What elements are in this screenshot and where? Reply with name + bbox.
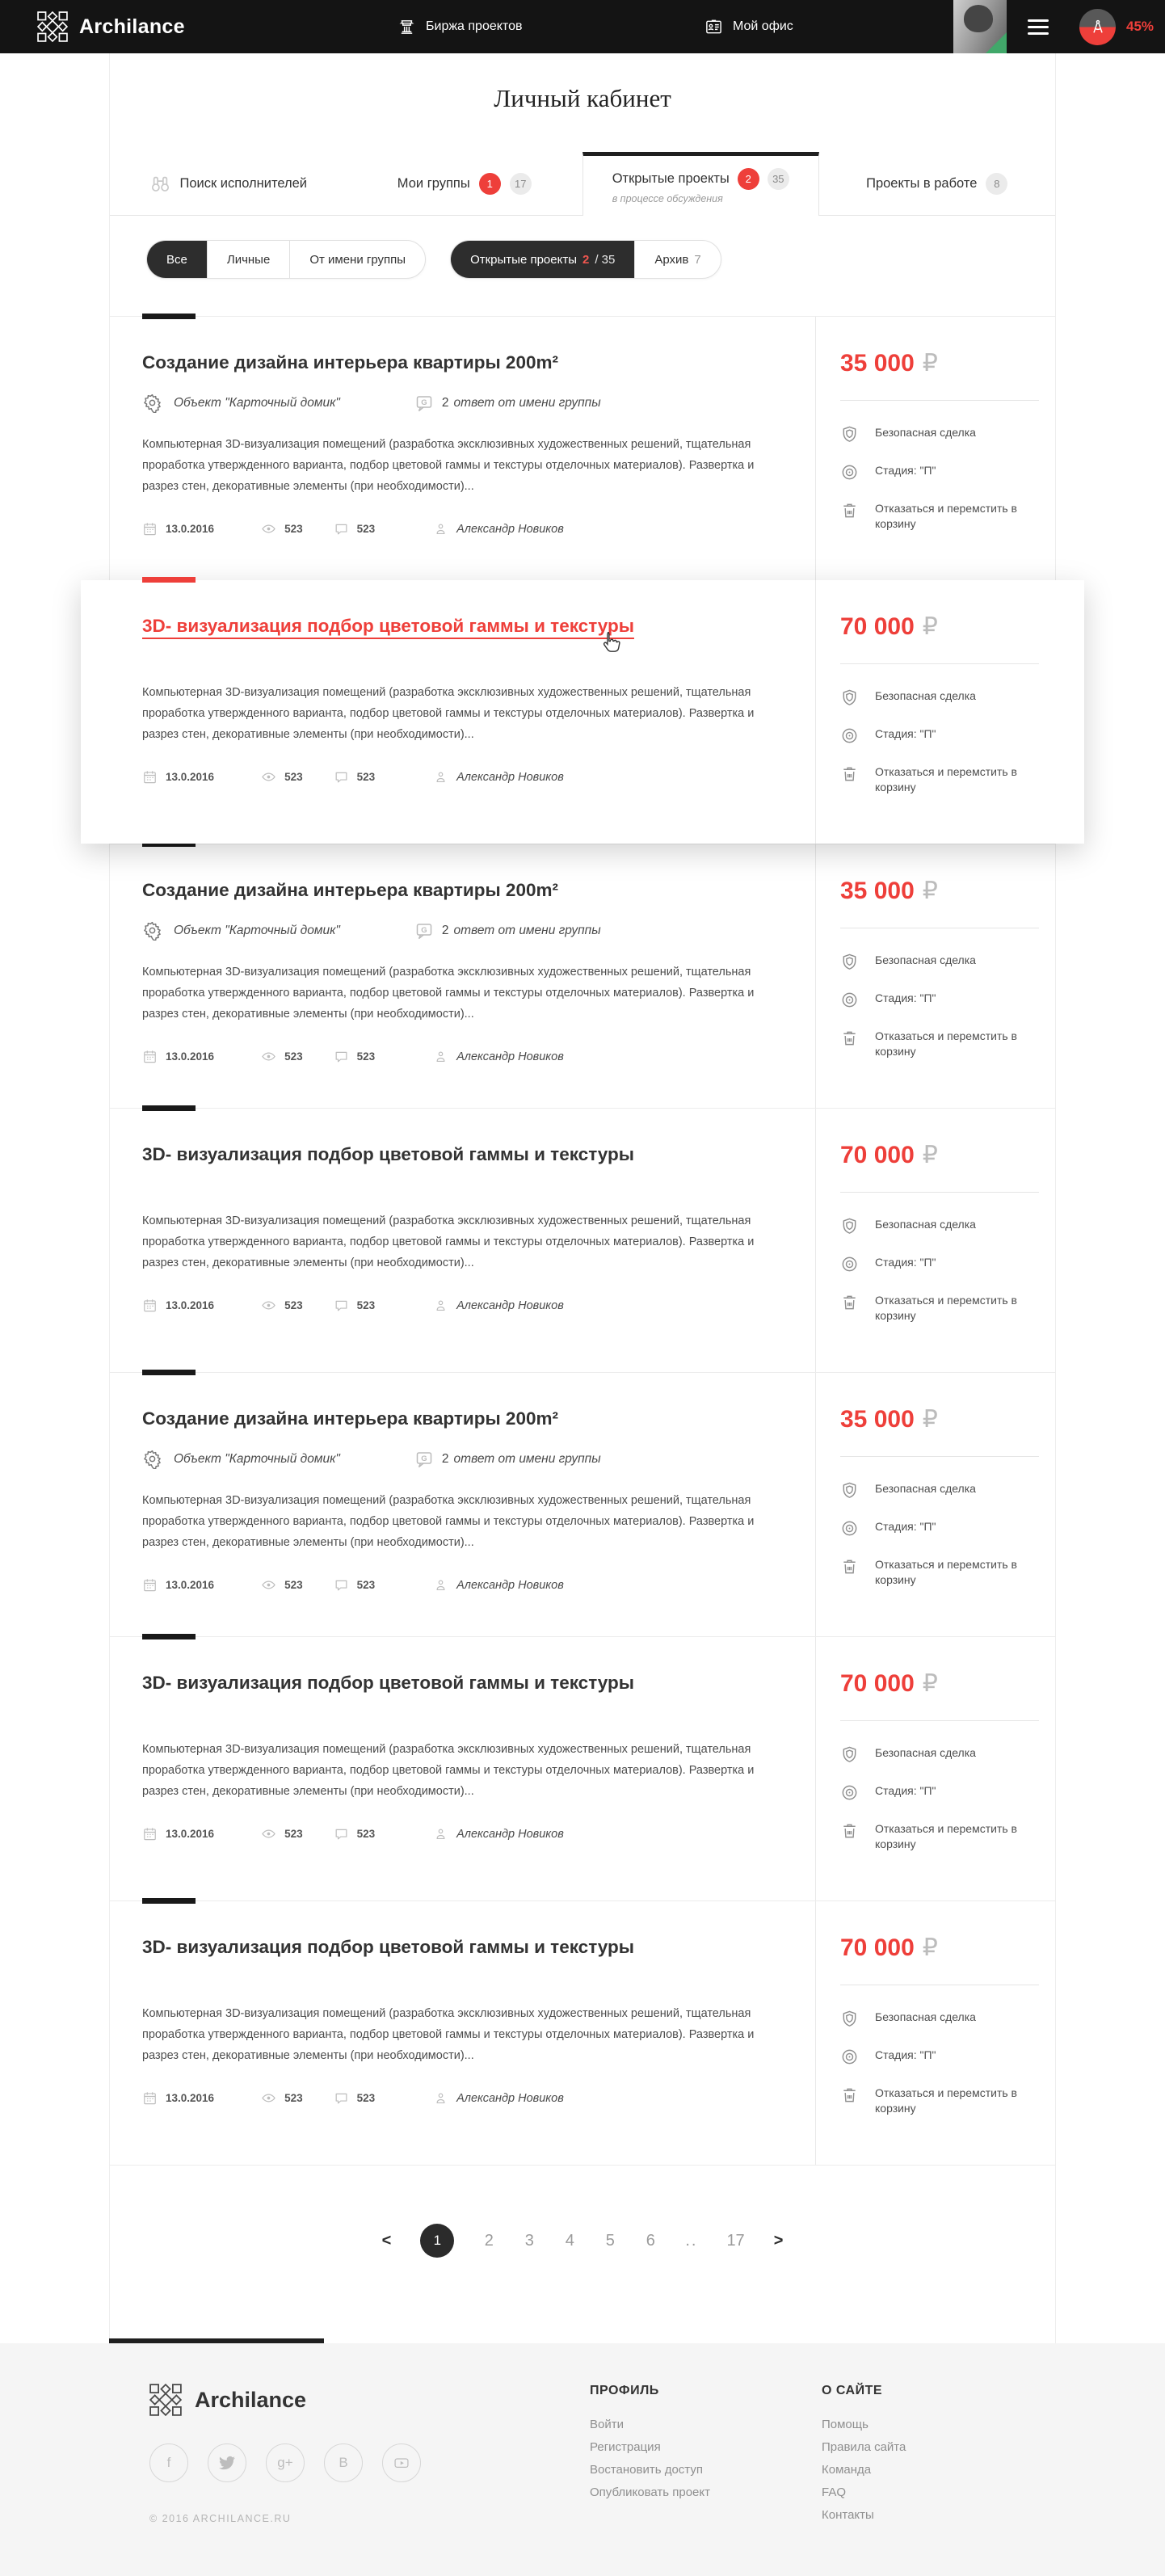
stage-action[interactable] bbox=[840, 463, 1039, 482]
target-icon bbox=[840, 726, 859, 745]
discard-to-trash-action[interactable] bbox=[840, 1029, 1039, 1059]
project-card[interactable] bbox=[110, 844, 1055, 1108]
safe-deal-label: Безопасная сделка bbox=[875, 1482, 976, 1495]
footer-column-title: О САЙТЕ bbox=[822, 2384, 883, 2397]
stage-action[interactable] bbox=[840, 2048, 1039, 2066]
project-price bbox=[840, 349, 1039, 377]
gear-icon bbox=[142, 1449, 162, 1469]
open-count: 2 bbox=[582, 252, 590, 267]
eye-icon bbox=[261, 1826, 276, 1842]
comment-icon bbox=[334, 1049, 349, 1064]
footer-link-faq[interactable]: FAQ bbox=[822, 2486, 847, 2499]
project-author[interactable]: Александр Новиков bbox=[456, 1578, 564, 1592]
tab-label: Поиск исполнителей bbox=[179, 175, 307, 191]
project-card[interactable] bbox=[110, 1636, 1055, 1900]
filter-archive-button[interactable] bbox=[634, 241, 720, 278]
svg-text:G: G bbox=[421, 1454, 427, 1463]
archilance-logo-icon bbox=[37, 11, 68, 42]
eye-icon bbox=[261, 1577, 276, 1593]
project-title-link[interactable]: 3D- визуализация подбор цветовой гаммы и текстуры bbox=[142, 616, 634, 636]
filter-personal-button[interactable]: Личные bbox=[207, 241, 289, 278]
safe-deal-action[interactable] bbox=[840, 1481, 1039, 1500]
tab-open-projects[interactable] bbox=[582, 152, 819, 216]
drafting-compass-icon bbox=[1089, 19, 1107, 36]
comments-count: 523 bbox=[356, 1050, 376, 1063]
user-avatar[interactable] bbox=[953, 0, 1007, 53]
group-replies-count: 2 bbox=[441, 1451, 449, 1466]
target-icon bbox=[840, 991, 859, 1009]
brand-name: Archilance bbox=[79, 15, 185, 38]
id-card-icon bbox=[704, 18, 723, 36]
project-list bbox=[110, 316, 1055, 2166]
stage-action[interactable] bbox=[840, 726, 1039, 745]
footer-column-about bbox=[822, 2384, 1054, 2576]
discard-to-trash-action[interactable] bbox=[840, 1293, 1039, 1324]
card-accent-dash bbox=[142, 1634, 196, 1639]
comment-icon bbox=[334, 769, 349, 785]
footer-link-login[interactable]: Войти bbox=[590, 2418, 624, 2431]
footer-link-rules[interactable]: Правила сайта bbox=[822, 2440, 906, 2454]
discard-label: Отказаться и перемстить в корзину bbox=[875, 1294, 1017, 1322]
person-icon bbox=[433, 521, 448, 537]
card-accent-dash bbox=[142, 1105, 196, 1111]
project-side-panel bbox=[815, 580, 1084, 844]
trash-icon bbox=[840, 1821, 859, 1840]
project-price bbox=[840, 1405, 1039, 1433]
page-number[interactable]: 6 bbox=[646, 2231, 655, 2250]
price-amount: 35 000 bbox=[840, 1406, 915, 1433]
behance-icon[interactable]: B bbox=[324, 2443, 363, 2482]
group-bubble-icon bbox=[414, 1450, 434, 1469]
ruble-sign: ₽ bbox=[922, 878, 938, 904]
project-card[interactable] bbox=[81, 580, 1084, 844]
page-number[interactable]: 4 bbox=[565, 2231, 574, 2250]
project-object-label: Объект "Карточный домик" bbox=[174, 395, 340, 410]
stage-action[interactable] bbox=[840, 1255, 1039, 1273]
group-reply-indicator bbox=[414, 1450, 442, 1469]
safe-deal-action[interactable] bbox=[840, 688, 1039, 707]
project-card[interactable] bbox=[110, 316, 1055, 580]
group-replies-label: ответ от имени группы bbox=[453, 395, 601, 410]
calendar-icon bbox=[142, 1826, 158, 1842]
discard-label: Отказаться и перемстить в корзину bbox=[875, 1558, 1017, 1586]
brand-logo[interactable] bbox=[37, 0, 185, 53]
group-replies-label: ответ от имени группы bbox=[453, 923, 601, 937]
safe-deal-label: Безопасная сделка bbox=[875, 1746, 976, 1759]
target-icon bbox=[840, 2048, 859, 2066]
stage-label: Стадия: "П" bbox=[875, 2048, 936, 2061]
side-divider bbox=[840, 1192, 1039, 1193]
discard-to-trash-action[interactable] bbox=[840, 1557, 1039, 1588]
target-icon bbox=[840, 1255, 859, 1273]
discard-to-trash-action[interactable] bbox=[840, 2086, 1039, 2116]
project-side-panel bbox=[815, 1373, 1055, 1636]
project-title-link[interactable]: Создание дизайна интерьера квартиры 200m² bbox=[142, 880, 558, 900]
pointer-cursor-icon bbox=[598, 630, 622, 655]
discard-label: Отказаться и перемстить в корзину bbox=[875, 765, 1017, 793]
footer-column-profile bbox=[590, 2384, 822, 2576]
comment-icon bbox=[334, 521, 349, 537]
comment-icon bbox=[334, 2090, 349, 2106]
youtube-icon[interactable] bbox=[382, 2443, 421, 2482]
footer-column-title: ПРОФИЛЬ bbox=[590, 2384, 659, 2397]
price-amount: 70 000 bbox=[840, 1142, 915, 1168]
project-side-panel bbox=[815, 1109, 1055, 1372]
nav-project-exchange[interactable] bbox=[397, 0, 522, 53]
nav-my-office[interactable] bbox=[704, 0, 793, 53]
project-description: Компьютерная 3D-визуализация помещений (разработка эксклюзивных художественных решений, тщательная проработка утвержденного варианта, подбор цветовой гаммы и текстуры отделочных материалов). Развертка и разрез стен, декоративные элементы (при необходимости)... bbox=[142, 2007, 755, 2062]
stage-label: Стадия: "П" bbox=[875, 727, 936, 740]
project-date: 13.0.2016 bbox=[166, 523, 215, 535]
eye-icon bbox=[261, 521, 276, 537]
next-page-arrow[interactable]: > bbox=[773, 2231, 784, 2250]
social-links bbox=[149, 2443, 590, 2482]
group-replies-label: ответ от имени группы bbox=[453, 1451, 601, 1466]
views-count: 523 bbox=[284, 523, 303, 535]
card-accent-dash bbox=[142, 1898, 196, 1904]
project-meta-row bbox=[142, 1826, 783, 1842]
target-icon bbox=[840, 1519, 859, 1538]
column-icon bbox=[397, 18, 416, 36]
project-title-link[interactable]: 3D- визуализация подбор цветовой гаммы и текстуры bbox=[142, 1937, 634, 1957]
project-object-row bbox=[142, 1449, 783, 1469]
project-description: Компьютерная 3D-визуализация помещений (разработка эксклюзивных художественных решений, тщательная проработка утвержденного варианта, подбор цветовой гаммы и текстуры отделочных материалов). Развертка и разрез стен, декоративные элементы (при необходимости)... bbox=[142, 686, 755, 741]
footer-link-team[interactable]: Команда bbox=[822, 2463, 872, 2477]
comments-count: 523 bbox=[356, 1299, 376, 1311]
archilance-logo-icon bbox=[149, 2384, 182, 2416]
footer-brand-name: Archilance bbox=[195, 2387, 307, 2412]
safe-deal-action[interactable] bbox=[840, 1745, 1039, 1764]
project-date: 13.0.2016 bbox=[166, 1299, 215, 1311]
gear-icon bbox=[142, 920, 162, 941]
footer-brand-logo[interactable] bbox=[149, 2384, 590, 2416]
views-count: 523 bbox=[284, 1299, 303, 1311]
page-ellipsis: .. bbox=[685, 2231, 698, 2250]
gear-icon bbox=[142, 393, 162, 413]
price-amount: 70 000 bbox=[840, 613, 915, 640]
project-meta-row bbox=[142, 1298, 783, 1313]
project-meta-row bbox=[142, 1577, 783, 1593]
shield-icon bbox=[840, 2010, 859, 2028]
facebook-icon[interactable]: f bbox=[149, 2443, 188, 2482]
project-object-row bbox=[142, 920, 783, 941]
comments-count: 523 bbox=[356, 523, 376, 535]
project-title-link[interactable]: 3D- визуализация подбор цветовой гаммы и текстуры bbox=[142, 1673, 634, 1693]
discard-label: Отказаться и перемстить в корзину bbox=[875, 502, 1017, 530]
ruble-sign: ₽ bbox=[922, 350, 938, 377]
shield-icon bbox=[840, 1481, 859, 1500]
stage-label: Стадия: "П" bbox=[875, 1784, 936, 1797]
views-count: 523 bbox=[284, 2092, 303, 2104]
total-count-badge: 17 bbox=[510, 173, 532, 195]
project-description: Компьютерная 3D-визуализация помещений (разработка эксклюзивных художественных решений, тщательная проработка утвержденного варианта, подбор цветовой гаммы и текстуры отделочных материалов). Развертка и разрез стен, декоративные элементы (при необходимости)... bbox=[142, 1214, 755, 1269]
stage-action[interactable] bbox=[840, 1519, 1039, 1538]
project-object-label: Объект "Карточный домик" bbox=[174, 1451, 340, 1466]
copyright: © 2016 ARCHILANCE.RU bbox=[149, 2513, 292, 2524]
nav-label: Биржа проектов bbox=[426, 19, 523, 33]
filter-label: Открытые проекты bbox=[470, 252, 577, 267]
side-divider bbox=[840, 1720, 1039, 1721]
stage-label: Стадия: "П" bbox=[875, 1520, 936, 1533]
footer-link-help[interactable]: Помощь bbox=[822, 2418, 868, 2431]
discard-to-trash-action[interactable] bbox=[840, 501, 1039, 532]
project-author[interactable]: Александр Новиков bbox=[456, 1050, 564, 1063]
project-description: Компьютерная 3D-визуализация помещений (разработка эксклюзивных художественных решений, тщательная проработка утвержденного варианта, подбор цветовой гаммы и текстуры отделочных материалов). Развертка и разрез стен, декоративные элементы (при необходимости)... bbox=[142, 1494, 755, 1549]
discard-label: Отказаться и перемстить в корзину bbox=[875, 1029, 1017, 1058]
project-card[interactable] bbox=[110, 1900, 1055, 2166]
footer-link-publish-project[interactable]: Опубликовать проект bbox=[590, 2486, 710, 2499]
tab-label: Мои группы bbox=[397, 175, 470, 191]
price-amount: 35 000 bbox=[840, 878, 915, 904]
calendar-icon bbox=[142, 2090, 158, 2106]
page-number[interactable]: 3 bbox=[524, 2231, 534, 2250]
calendar-icon bbox=[142, 521, 158, 537]
eye-icon bbox=[261, 2090, 276, 2106]
project-price bbox=[840, 612, 1039, 641]
profile-completeness-percent: 45% bbox=[1126, 19, 1154, 34]
calendar-icon bbox=[142, 769, 158, 785]
archive-count: 7 bbox=[694, 252, 701, 267]
page-footer bbox=[0, 2343, 1165, 2576]
stage-label: Стадия: "П" bbox=[875, 991, 936, 1004]
comments-count: 523 bbox=[356, 2092, 376, 2104]
views-count: 523 bbox=[284, 1828, 303, 1840]
views-count: 523 bbox=[284, 1050, 303, 1063]
footer-link-register[interactable]: Регистрация bbox=[590, 2440, 661, 2454]
stage-label: Стадия: "П" bbox=[875, 1256, 936, 1269]
safe-deal-action[interactable] bbox=[840, 425, 1039, 444]
binoculars-icon bbox=[149, 173, 171, 195]
group-reply-indicator bbox=[414, 921, 442, 941]
discard-to-trash-action[interactable] bbox=[840, 764, 1039, 795]
person-icon bbox=[433, 1049, 448, 1064]
side-divider bbox=[840, 400, 1039, 401]
page-number[interactable]: 17 bbox=[726, 2231, 745, 2250]
side-divider bbox=[840, 663, 1039, 664]
person-icon bbox=[433, 769, 448, 785]
comments-count: 523 bbox=[356, 1828, 376, 1840]
project-description: Компьютерная 3D-визуализация помещений (разработка эксклюзивных художественных решений, тщательная проработка утвержденного варианта, подбор цветовой гаммы и текстуры отделочных материалов). Развертка и разрез стен, декоративные элементы (при необходимости)... bbox=[142, 966, 755, 1021]
project-meta-row bbox=[142, 521, 783, 537]
page-title: Личный кабинет bbox=[494, 84, 671, 112]
person-icon bbox=[433, 1826, 448, 1842]
project-meta-row bbox=[142, 1049, 783, 1064]
project-description: Компьютерная 3D-визуализация помещений (разработка эксклюзивных художественных решений, тщательная проработка утвержденного варианта, подбор цветовой гаммы и текстуры отделочных материалов). Развертка и разрез стен, декоративные элементы (при необходимости)... bbox=[142, 1743, 755, 1798]
discard-to-trash-action[interactable] bbox=[840, 1821, 1039, 1852]
project-title-link[interactable]: 3D- визуализация подбор цветовой гаммы и текстуры bbox=[142, 1144, 634, 1164]
safe-deal-action[interactable] bbox=[840, 1217, 1039, 1235]
project-price bbox=[840, 1934, 1039, 1962]
new-count-badge: 1 bbox=[479, 173, 501, 195]
tab-label: Проекты в работе bbox=[866, 175, 978, 191]
safe-deal-label: Безопасная сделка bbox=[875, 689, 976, 702]
eye-icon bbox=[261, 1049, 276, 1064]
filter-bar bbox=[146, 240, 1055, 279]
price-amount: 70 000 bbox=[840, 1670, 915, 1697]
price-amount: 35 000 bbox=[840, 350, 915, 377]
comment-icon bbox=[334, 1577, 349, 1593]
project-object-row bbox=[142, 393, 783, 413]
comments-count: 523 bbox=[356, 1579, 376, 1591]
total-count-badge: 8 bbox=[986, 173, 1007, 195]
trash-icon bbox=[840, 764, 859, 783]
eye-icon bbox=[261, 769, 276, 785]
ruble-sign: ₽ bbox=[922, 1142, 938, 1168]
project-date: 13.0.2016 bbox=[166, 1050, 215, 1063]
google-plus-icon[interactable]: g+ bbox=[266, 2443, 305, 2482]
svg-text:G: G bbox=[421, 398, 427, 407]
tab-label: Открытые проекты bbox=[612, 170, 730, 186]
project-date: 13.0.2016 bbox=[166, 1579, 215, 1591]
project-side-panel bbox=[815, 1901, 1055, 2165]
group-bubble-icon bbox=[414, 921, 434, 941]
tab-search-executors[interactable] bbox=[110, 152, 347, 215]
card-accent-dash bbox=[142, 314, 196, 319]
calendar-icon bbox=[142, 1298, 158, 1313]
project-author[interactable]: Александр Новиков bbox=[456, 1827, 564, 1841]
price-amount: 70 000 bbox=[840, 1934, 915, 1961]
safe-deal-label: Безопасная сделка bbox=[875, 426, 976, 439]
tab-subtitle: в процессе обсуждения bbox=[612, 192, 723, 204]
ruble-sign: ₽ bbox=[922, 613, 938, 640]
project-author[interactable]: Александр Новиков bbox=[456, 2091, 564, 2105]
comment-icon bbox=[334, 1826, 349, 1842]
ruble-sign: ₽ bbox=[922, 1670, 938, 1697]
prev-page-arrow[interactable]: < bbox=[381, 2231, 392, 2250]
trash-icon bbox=[840, 1029, 859, 1047]
filter-status-group bbox=[450, 240, 721, 279]
safe-deal-label: Безопасная сделка bbox=[875, 1218, 976, 1231]
twitter-icon[interactable] bbox=[208, 2443, 246, 2482]
target-icon bbox=[840, 1783, 859, 1802]
target-icon bbox=[840, 463, 859, 482]
tab-my-groups[interactable] bbox=[347, 152, 583, 215]
person-icon bbox=[433, 1577, 448, 1593]
filter-all-button[interactable]: Все bbox=[147, 241, 207, 278]
trash-icon bbox=[840, 2086, 859, 2104]
project-price bbox=[840, 1669, 1039, 1698]
person-icon bbox=[433, 2090, 448, 2106]
svg-text:G: G bbox=[421, 925, 427, 935]
project-price bbox=[840, 1141, 1039, 1169]
profile-rank-badge[interactable] bbox=[1079, 9, 1116, 45]
hamburger-menu-icon[interactable] bbox=[1028, 19, 1049, 35]
page-number[interactable]: 1 bbox=[420, 2224, 454, 2258]
shield-icon bbox=[840, 1745, 859, 1764]
group-reply-indicator bbox=[414, 394, 442, 413]
stage-action[interactable] bbox=[840, 991, 1039, 1009]
project-card[interactable] bbox=[110, 1108, 1055, 1372]
safe-deal-label: Безопасная сделка bbox=[875, 2010, 976, 2023]
footer-link-restore-access[interactable]: Востановить доступ bbox=[590, 2463, 703, 2477]
eye-icon bbox=[261, 1298, 276, 1313]
card-accent-dash bbox=[142, 577, 196, 583]
shield-icon bbox=[840, 953, 859, 971]
project-date: 13.0.2016 bbox=[166, 1828, 215, 1840]
main-container bbox=[109, 53, 1056, 2343]
ruble-sign: ₽ bbox=[922, 1406, 938, 1433]
trash-icon bbox=[840, 501, 859, 520]
stage-label: Стадия: "П" bbox=[875, 464, 936, 477]
side-divider bbox=[840, 1456, 1039, 1457]
stage-action[interactable] bbox=[840, 1783, 1039, 1802]
project-card[interactable] bbox=[110, 1372, 1055, 1636]
open-total: / 35 bbox=[595, 252, 616, 267]
filter-scope-group bbox=[146, 240, 426, 279]
shield-icon bbox=[840, 688, 859, 707]
nav-label: Мой офис bbox=[733, 19, 793, 33]
trash-icon bbox=[840, 1293, 859, 1311]
comment-icon bbox=[334, 1298, 349, 1313]
safe-deal-action[interactable] bbox=[840, 2010, 1039, 2028]
shield-icon bbox=[840, 425, 859, 444]
filter-label: Архив bbox=[654, 252, 689, 267]
calendar-icon bbox=[142, 1577, 158, 1593]
safe-deal-label: Безопасная сделка bbox=[875, 953, 976, 966]
group-replies-count: 2 bbox=[441, 395, 449, 410]
project-meta-row bbox=[142, 769, 783, 785]
project-author[interactable]: Александр Новиков bbox=[456, 522, 564, 536]
tab-bar bbox=[110, 152, 1055, 216]
project-meta-row bbox=[142, 2090, 783, 2106]
safe-deal-action[interactable] bbox=[840, 953, 1039, 971]
filter-on-behalf-of-group-button[interactable]: От имени группы bbox=[289, 241, 425, 278]
project-price bbox=[840, 877, 1039, 905]
project-title-link[interactable]: Создание дизайна интерьера квартиры 200m² bbox=[142, 1408, 558, 1429]
project-side-panel bbox=[815, 844, 1055, 1108]
pagination bbox=[110, 2224, 1055, 2258]
project-author[interactable]: Александр Новиков bbox=[456, 1299, 564, 1312]
views-count: 523 bbox=[284, 771, 303, 783]
views-count: 523 bbox=[284, 1579, 303, 1591]
card-accent-dash bbox=[142, 1370, 196, 1375]
discard-label: Отказаться и перемстить в корзину bbox=[875, 2086, 1017, 2115]
shield-icon bbox=[840, 1217, 859, 1235]
new-count-badge: 2 bbox=[738, 168, 759, 190]
group-replies-count: 2 bbox=[441, 923, 449, 937]
project-title-link[interactable]: Создание дизайна интерьера квартиры 200m² bbox=[142, 352, 558, 373]
project-author[interactable]: Александр Новиков bbox=[456, 770, 564, 784]
trash-icon bbox=[840, 1557, 859, 1576]
footer-link-contacts[interactable]: Контакты bbox=[822, 2508, 874, 2522]
project-side-panel bbox=[815, 1637, 1055, 1900]
discard-label: Отказаться и перемстить в корзину bbox=[875, 1822, 1017, 1850]
total-count-badge: 35 bbox=[768, 168, 789, 190]
project-side-panel bbox=[815, 317, 1055, 580]
project-date: 13.0.2016 bbox=[166, 2092, 215, 2104]
project-description: Компьютерная 3D-визуализация помещений (разработка эксклюзивных художественных решений, тщательная проработка утвержденного варианта, подбор цветовой гаммы и текстуры отделочных материалов). Развертка и разрез стен, декоративные элементы (при необходимости)... bbox=[142, 438, 755, 493]
person-icon bbox=[433, 1298, 448, 1313]
calendar-icon bbox=[142, 1049, 158, 1064]
comments-count: 523 bbox=[356, 771, 376, 783]
page-number[interactable]: 2 bbox=[484, 2231, 494, 2250]
tab-projects-in-work[interactable] bbox=[819, 152, 1056, 215]
page-number[interactable]: 5 bbox=[605, 2231, 615, 2250]
top-header bbox=[0, 0, 1165, 53]
filter-open-projects-button[interactable] bbox=[451, 241, 634, 278]
project-object-label: Объект "Карточный домик" bbox=[174, 923, 340, 937]
ruble-sign: ₽ bbox=[922, 1934, 938, 1961]
project-date: 13.0.2016 bbox=[166, 771, 215, 783]
group-bubble-icon bbox=[414, 394, 434, 413]
